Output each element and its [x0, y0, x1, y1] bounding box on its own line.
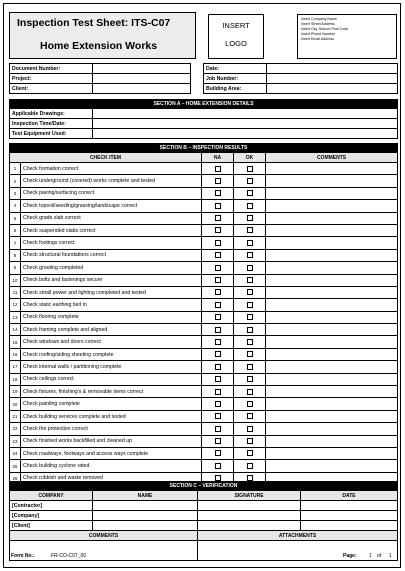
na-checkbox[interactable] — [215, 166, 221, 172]
check-item-row — [10, 187, 398, 199]
na-checkbox[interactable] — [215, 364, 221, 370]
check-item-row — [10, 398, 398, 410]
comment-field[interactable] — [266, 423, 398, 435]
ok-cell — [234, 163, 266, 175]
ok-checkbox[interactable] — [247, 351, 253, 357]
test-equipment-field[interactable] — [93, 129, 398, 139]
comment-field[interactable] — [266, 299, 398, 311]
section-b-header: SECTION B – INSPECTION RESULTS — [10, 144, 398, 153]
company-header: COMPANY — [10, 491, 93, 501]
test-equipment-label: Test Equipment Used: — [10, 129, 93, 139]
ok-checkbox[interactable] — [247, 265, 253, 271]
applicable-drawings-field[interactable] — [93, 109, 398, 119]
na-checkbox[interactable] — [215, 438, 221, 444]
item-number: 12 — [10, 299, 21, 311]
ok-checkbox[interactable] — [247, 339, 253, 345]
ok-header: OK — [234, 153, 266, 163]
na-checkbox[interactable] — [215, 302, 221, 308]
na-checkbox[interactable] — [215, 252, 221, 258]
na-checkbox[interactable] — [215, 463, 221, 469]
ok-cell — [234, 237, 266, 249]
check-item-label: Check finished works backfilled and cleaned up — [21, 435, 202, 447]
comments-field[interactable] — [10, 541, 198, 561]
ok-cell — [234, 435, 266, 447]
na-cell — [202, 447, 234, 459]
check-item-row — [10, 311, 398, 323]
section-a-table — [9, 99, 398, 139]
header — [9, 12, 397, 59]
name-header: NAME — [93, 491, 198, 501]
address-line: Insert Street Address — [301, 22, 335, 26]
client-row-label: [Client] — [10, 521, 93, 531]
item-number: 25 — [10, 460, 21, 472]
check-item-row — [10, 200, 398, 212]
page-total: 1 — [389, 553, 392, 559]
check-item-row — [10, 299, 398, 311]
na-checkbox[interactable] — [215, 190, 221, 196]
contractor-date-field[interactable] — [301, 501, 398, 511]
na-cell — [202, 299, 234, 311]
attachments-field[interactable] — [198, 541, 398, 561]
building-area-label: Building Area: — [204, 84, 267, 94]
na-checkbox[interactable] — [215, 327, 221, 333]
address-line: Insert Phone Number — [301, 32, 336, 36]
check-item-label: Check painting complete — [21, 398, 202, 410]
na-cell — [202, 175, 234, 187]
ok-checkbox[interactable] — [247, 203, 253, 209]
check-item-label: Check windows and doors correct — [21, 336, 202, 348]
na-cell — [202, 410, 234, 422]
check-item-label: Check rubbish and waste removed — [21, 472, 202, 484]
job-number-field[interactable] — [267, 74, 398, 84]
ok-cell — [234, 286, 266, 298]
company-signature-field[interactable] — [198, 511, 301, 521]
na-checkbox[interactable] — [215, 277, 221, 283]
check-item-row — [10, 423, 398, 435]
comment-field[interactable] — [266, 410, 398, 422]
na-checkbox[interactable] — [215, 240, 221, 246]
ok-cell — [234, 274, 266, 286]
check-items — [10, 163, 398, 485]
na-checkbox[interactable] — [215, 289, 221, 295]
check-item-label: Check underground (covered) works complete and tested — [21, 175, 202, 187]
ok-cell — [234, 447, 266, 459]
na-cell — [202, 435, 234, 447]
na-cell — [202, 361, 234, 373]
item-number: 14 — [10, 324, 21, 336]
na-checkbox[interactable] — [215, 339, 221, 345]
check-item-label: Check roadways, footways and access ways complete — [21, 447, 202, 459]
contractor-signature-field[interactable] — [198, 501, 301, 511]
comment-field[interactable] — [266, 324, 398, 336]
form-no-value: FR-CO-C07_00 — [51, 553, 87, 559]
ok-checkbox[interactable] — [247, 327, 253, 333]
client-signature-field[interactable] — [198, 521, 301, 531]
na-checkbox[interactable] — [215, 265, 221, 271]
na-cell — [202, 311, 234, 323]
address-line: Insert Email Address — [301, 37, 334, 41]
comment-field[interactable] — [266, 447, 398, 459]
item-number: 6 — [10, 224, 21, 236]
item-number: 17 — [10, 361, 21, 373]
check-item-label: Check small power and lighting completed and tested — [21, 286, 202, 298]
check-item-label: Check fire protection correct — [21, 423, 202, 435]
section-c-table — [9, 481, 398, 561]
form-subtitle: Home Extension Works — [40, 40, 158, 52]
comment-field[interactable] — [266, 212, 398, 224]
item-number: 22 — [10, 423, 21, 435]
comments-section-header: COMMENTS — [10, 531, 198, 541]
company-name-field[interactable] — [93, 511, 198, 521]
check-item-row — [10, 249, 398, 261]
check-item-row — [10, 224, 398, 236]
na-checkbox[interactable] — [215, 450, 221, 456]
item-number: 9 — [10, 262, 21, 274]
company-label: [Company] — [10, 511, 93, 521]
item-number: 21 — [10, 410, 21, 422]
ok-cell — [234, 386, 266, 398]
signature-header: SIGNATURE — [198, 491, 301, 501]
na-checkbox[interactable] — [215, 215, 221, 221]
ok-checkbox[interactable] — [247, 364, 253, 370]
comment-field[interactable] — [266, 398, 398, 410]
item-number: 26 — [10, 472, 21, 484]
na-checkbox[interactable] — [215, 413, 221, 419]
comment-field[interactable] — [266, 336, 398, 348]
ok-cell — [234, 187, 266, 199]
attachments-section-header: ATTACHMENTS — [198, 531, 398, 541]
na-checkbox[interactable] — [215, 314, 221, 320]
ok-checkbox[interactable] — [247, 178, 253, 184]
item-number: 4 — [10, 200, 21, 212]
na-cell — [202, 212, 234, 224]
inspection-time-field[interactable] — [93, 119, 398, 129]
check-item-label: Check ceilings correct — [21, 373, 202, 385]
na-cell — [202, 348, 234, 360]
check-item-row — [10, 348, 398, 360]
company-date-field[interactable] — [301, 511, 398, 521]
check-item-row — [10, 163, 398, 175]
comment-field[interactable] — [266, 249, 398, 261]
client-field[interactable] — [93, 84, 191, 94]
check-item-row — [10, 175, 398, 187]
ok-checkbox[interactable] — [247, 289, 253, 295]
ok-cell — [234, 410, 266, 422]
contractor-name-field[interactable] — [93, 501, 198, 511]
ok-checkbox[interactable] — [247, 252, 253, 258]
ok-cell — [234, 460, 266, 472]
ok-checkbox[interactable] — [247, 438, 253, 444]
na-cell — [202, 163, 234, 175]
ok-cell — [234, 423, 266, 435]
comment-field[interactable] — [266, 386, 398, 398]
check-item-row — [10, 447, 398, 459]
check-item-row — [10, 212, 398, 224]
comment-field[interactable] — [266, 311, 398, 323]
check-item-row — [10, 460, 398, 472]
na-cell — [202, 286, 234, 298]
item-number: 18 — [10, 373, 21, 385]
contractor-label: [Contractor] — [10, 501, 93, 511]
check-item-label: Check footings correct — [21, 237, 202, 249]
item-number: 2 — [10, 175, 21, 187]
address-line: Insert Company Name — [301, 17, 337, 21]
check-item-row — [10, 262, 398, 274]
check-item-label: Check internal walls / partitioning complete — [21, 361, 202, 373]
section-b-table — [9, 143, 398, 485]
project-label: Project: — [10, 74, 93, 84]
check-item-label: Check flooring complete — [21, 311, 202, 323]
na-checkbox[interactable] — [215, 376, 221, 382]
comment-field[interactable] — [266, 361, 398, 373]
client-date-field[interactable] — [301, 521, 398, 531]
ok-checkbox[interactable] — [247, 166, 253, 172]
comment-field[interactable] — [266, 237, 398, 249]
ok-checkbox[interactable] — [247, 314, 253, 320]
check-item-header: CHECK ITEM — [10, 153, 202, 163]
check-item-row — [10, 386, 398, 398]
company-address — [297, 14, 397, 59]
building-area-field[interactable] — [267, 84, 398, 94]
ok-checkbox[interactable] — [247, 302, 253, 308]
comment-field[interactable] — [266, 435, 398, 447]
ok-cell — [234, 324, 266, 336]
date-field[interactable] — [267, 64, 398, 74]
check-item-label: Check formation correct — [21, 163, 202, 175]
comment-field[interactable] — [266, 274, 398, 286]
na-cell — [202, 324, 234, 336]
item-number: 19 — [10, 386, 21, 398]
check-item-row — [10, 435, 398, 447]
check-item-row — [10, 286, 398, 298]
ok-cell — [234, 348, 266, 360]
logo-text-1: INSERT — [222, 21, 250, 30]
check-item-label: Check grade slab correct — [21, 212, 202, 224]
document-number-field[interactable] — [93, 64, 191, 74]
project-field[interactable] — [93, 74, 191, 84]
inspection-time-label: Inspection Time/Date: — [10, 119, 93, 129]
ok-checkbox[interactable] — [247, 277, 253, 283]
comment-field[interactable] — [266, 175, 398, 187]
job-number-label: Job Number: — [204, 74, 267, 84]
ok-cell — [234, 175, 266, 187]
comment-field[interactable] — [266, 187, 398, 199]
item-number: 16 — [10, 348, 21, 360]
applicable-drawings-label: Applicable Drawings: — [10, 109, 93, 119]
check-item-row — [10, 274, 398, 286]
ok-cell — [234, 249, 266, 261]
item-number: 8 — [10, 249, 21, 261]
check-item-label: Check building cyclone rated — [21, 460, 202, 472]
date-label: Date: — [204, 64, 267, 74]
na-header: NA — [202, 153, 234, 163]
na-cell — [202, 224, 234, 236]
comment-field[interactable] — [266, 286, 398, 298]
item-number: 1 — [10, 163, 21, 175]
comment-field[interactable] — [266, 163, 398, 175]
check-item-row — [10, 361, 398, 373]
ok-checkbox[interactable] — [247, 401, 253, 407]
check-item-row — [10, 336, 398, 348]
na-cell — [202, 200, 234, 212]
check-item-label: Check static earthing tied in — [21, 299, 202, 311]
ok-checkbox[interactable] — [247, 450, 253, 456]
check-item-label: Check roofing/siding sheeting complete — [21, 348, 202, 360]
item-number: 5 — [10, 212, 21, 224]
ok-checkbox[interactable] — [247, 376, 253, 382]
item-number: 23 — [10, 435, 21, 447]
comment-field[interactable] — [266, 262, 398, 274]
na-cell — [202, 237, 234, 249]
ok-checkbox[interactable] — [247, 215, 253, 221]
na-checkbox[interactable] — [215, 203, 221, 209]
item-number: 10 — [10, 274, 21, 286]
check-item-label: Check framing complete and aligned — [21, 324, 202, 336]
comments-header: COMMENTS — [266, 153, 398, 163]
logo-placeholder — [208, 14, 264, 59]
comment-field[interactable] — [266, 348, 398, 360]
ok-checkbox[interactable] — [247, 426, 253, 432]
ok-cell — [234, 361, 266, 373]
ok-checkbox[interactable] — [247, 389, 253, 395]
comment-field[interactable] — [266, 373, 398, 385]
na-checkbox[interactable] — [215, 389, 221, 395]
ok-cell — [234, 311, 266, 323]
check-item-label: Check grouting completed — [21, 262, 202, 274]
ok-checkbox[interactable] — [247, 413, 253, 419]
logo-text-2: LOGO — [225, 39, 247, 48]
date-header: DATE — [301, 491, 398, 501]
item-number: 15 — [10, 336, 21, 348]
na-checkbox[interactable] — [215, 227, 221, 233]
ok-cell — [234, 212, 266, 224]
ok-cell — [234, 336, 266, 348]
check-item-label: Check structural foundations correct — [21, 249, 202, 261]
item-number: 20 — [10, 398, 21, 410]
na-cell — [202, 423, 234, 435]
page-label: Page: — [343, 553, 357, 559]
form-no-label: Form No.: — [11, 553, 35, 559]
form-title: Inspection Test Sheet: ITS-C07 — [17, 17, 171, 29]
check-item-label: Check topsoil/seeding/grassing/landscape correct — [21, 200, 202, 212]
item-number: 3 — [10, 187, 21, 199]
client-label: Client: — [10, 84, 93, 94]
na-checkbox[interactable] — [215, 426, 221, 432]
ok-checkbox[interactable] — [247, 190, 253, 196]
na-checkbox[interactable] — [215, 351, 221, 357]
comment-field[interactable] — [266, 460, 398, 472]
na-cell — [202, 187, 234, 199]
na-cell — [202, 460, 234, 472]
info-table — [9, 63, 398, 94]
check-item-row — [10, 237, 398, 249]
na-cell — [202, 249, 234, 261]
address-line: Insert City, Suburb Post Code — [301, 27, 349, 31]
section-c-header: SECTION C – VERIFICATION — [10, 482, 398, 491]
page-current: 1 — [369, 553, 372, 559]
na-cell — [202, 262, 234, 274]
comment-field[interactable] — [266, 224, 398, 236]
ok-checkbox[interactable] — [247, 463, 253, 469]
ok-cell — [234, 398, 266, 410]
check-item-label: Check suspended slabs correct — [21, 224, 202, 236]
na-cell — [202, 386, 234, 398]
check-item-label: Check building services complete and tested — [21, 410, 202, 422]
na-cell — [202, 398, 234, 410]
item-number: 7 — [10, 237, 21, 249]
ok-cell — [234, 224, 266, 236]
ok-cell — [234, 262, 266, 274]
comment-field[interactable] — [266, 200, 398, 212]
na-cell — [202, 336, 234, 348]
ok-checkbox[interactable] — [247, 227, 253, 233]
ok-cell — [234, 200, 266, 212]
item-number: 11 — [10, 286, 21, 298]
client-name-field[interactable] — [93, 521, 198, 531]
ok-cell — [234, 373, 266, 385]
na-cell — [202, 373, 234, 385]
check-item-row — [10, 410, 398, 422]
check-item-label: Check fixtures, finishing's & removable items correct — [21, 386, 202, 398]
check-item-label: Check paving/surfacing correct — [21, 187, 202, 199]
na-checkbox[interactable] — [215, 178, 221, 184]
check-item-label: Check bolts and fastenings secure — [21, 274, 202, 286]
item-number: 24 — [10, 447, 21, 459]
section-a-header: SECTION A – HOME EXTENSION DETAILS — [10, 100, 398, 109]
title-box — [9, 12, 196, 59]
check-item-row — [10, 373, 398, 385]
ok-checkbox[interactable] — [247, 240, 253, 246]
page-of: of — [377, 553, 382, 559]
document-number-label: Document Number: — [10, 64, 93, 74]
check-item-row — [10, 324, 398, 336]
na-checkbox[interactable] — [215, 401, 221, 407]
na-cell — [202, 274, 234, 286]
ok-cell — [234, 299, 266, 311]
item-number: 13 — [10, 311, 21, 323]
